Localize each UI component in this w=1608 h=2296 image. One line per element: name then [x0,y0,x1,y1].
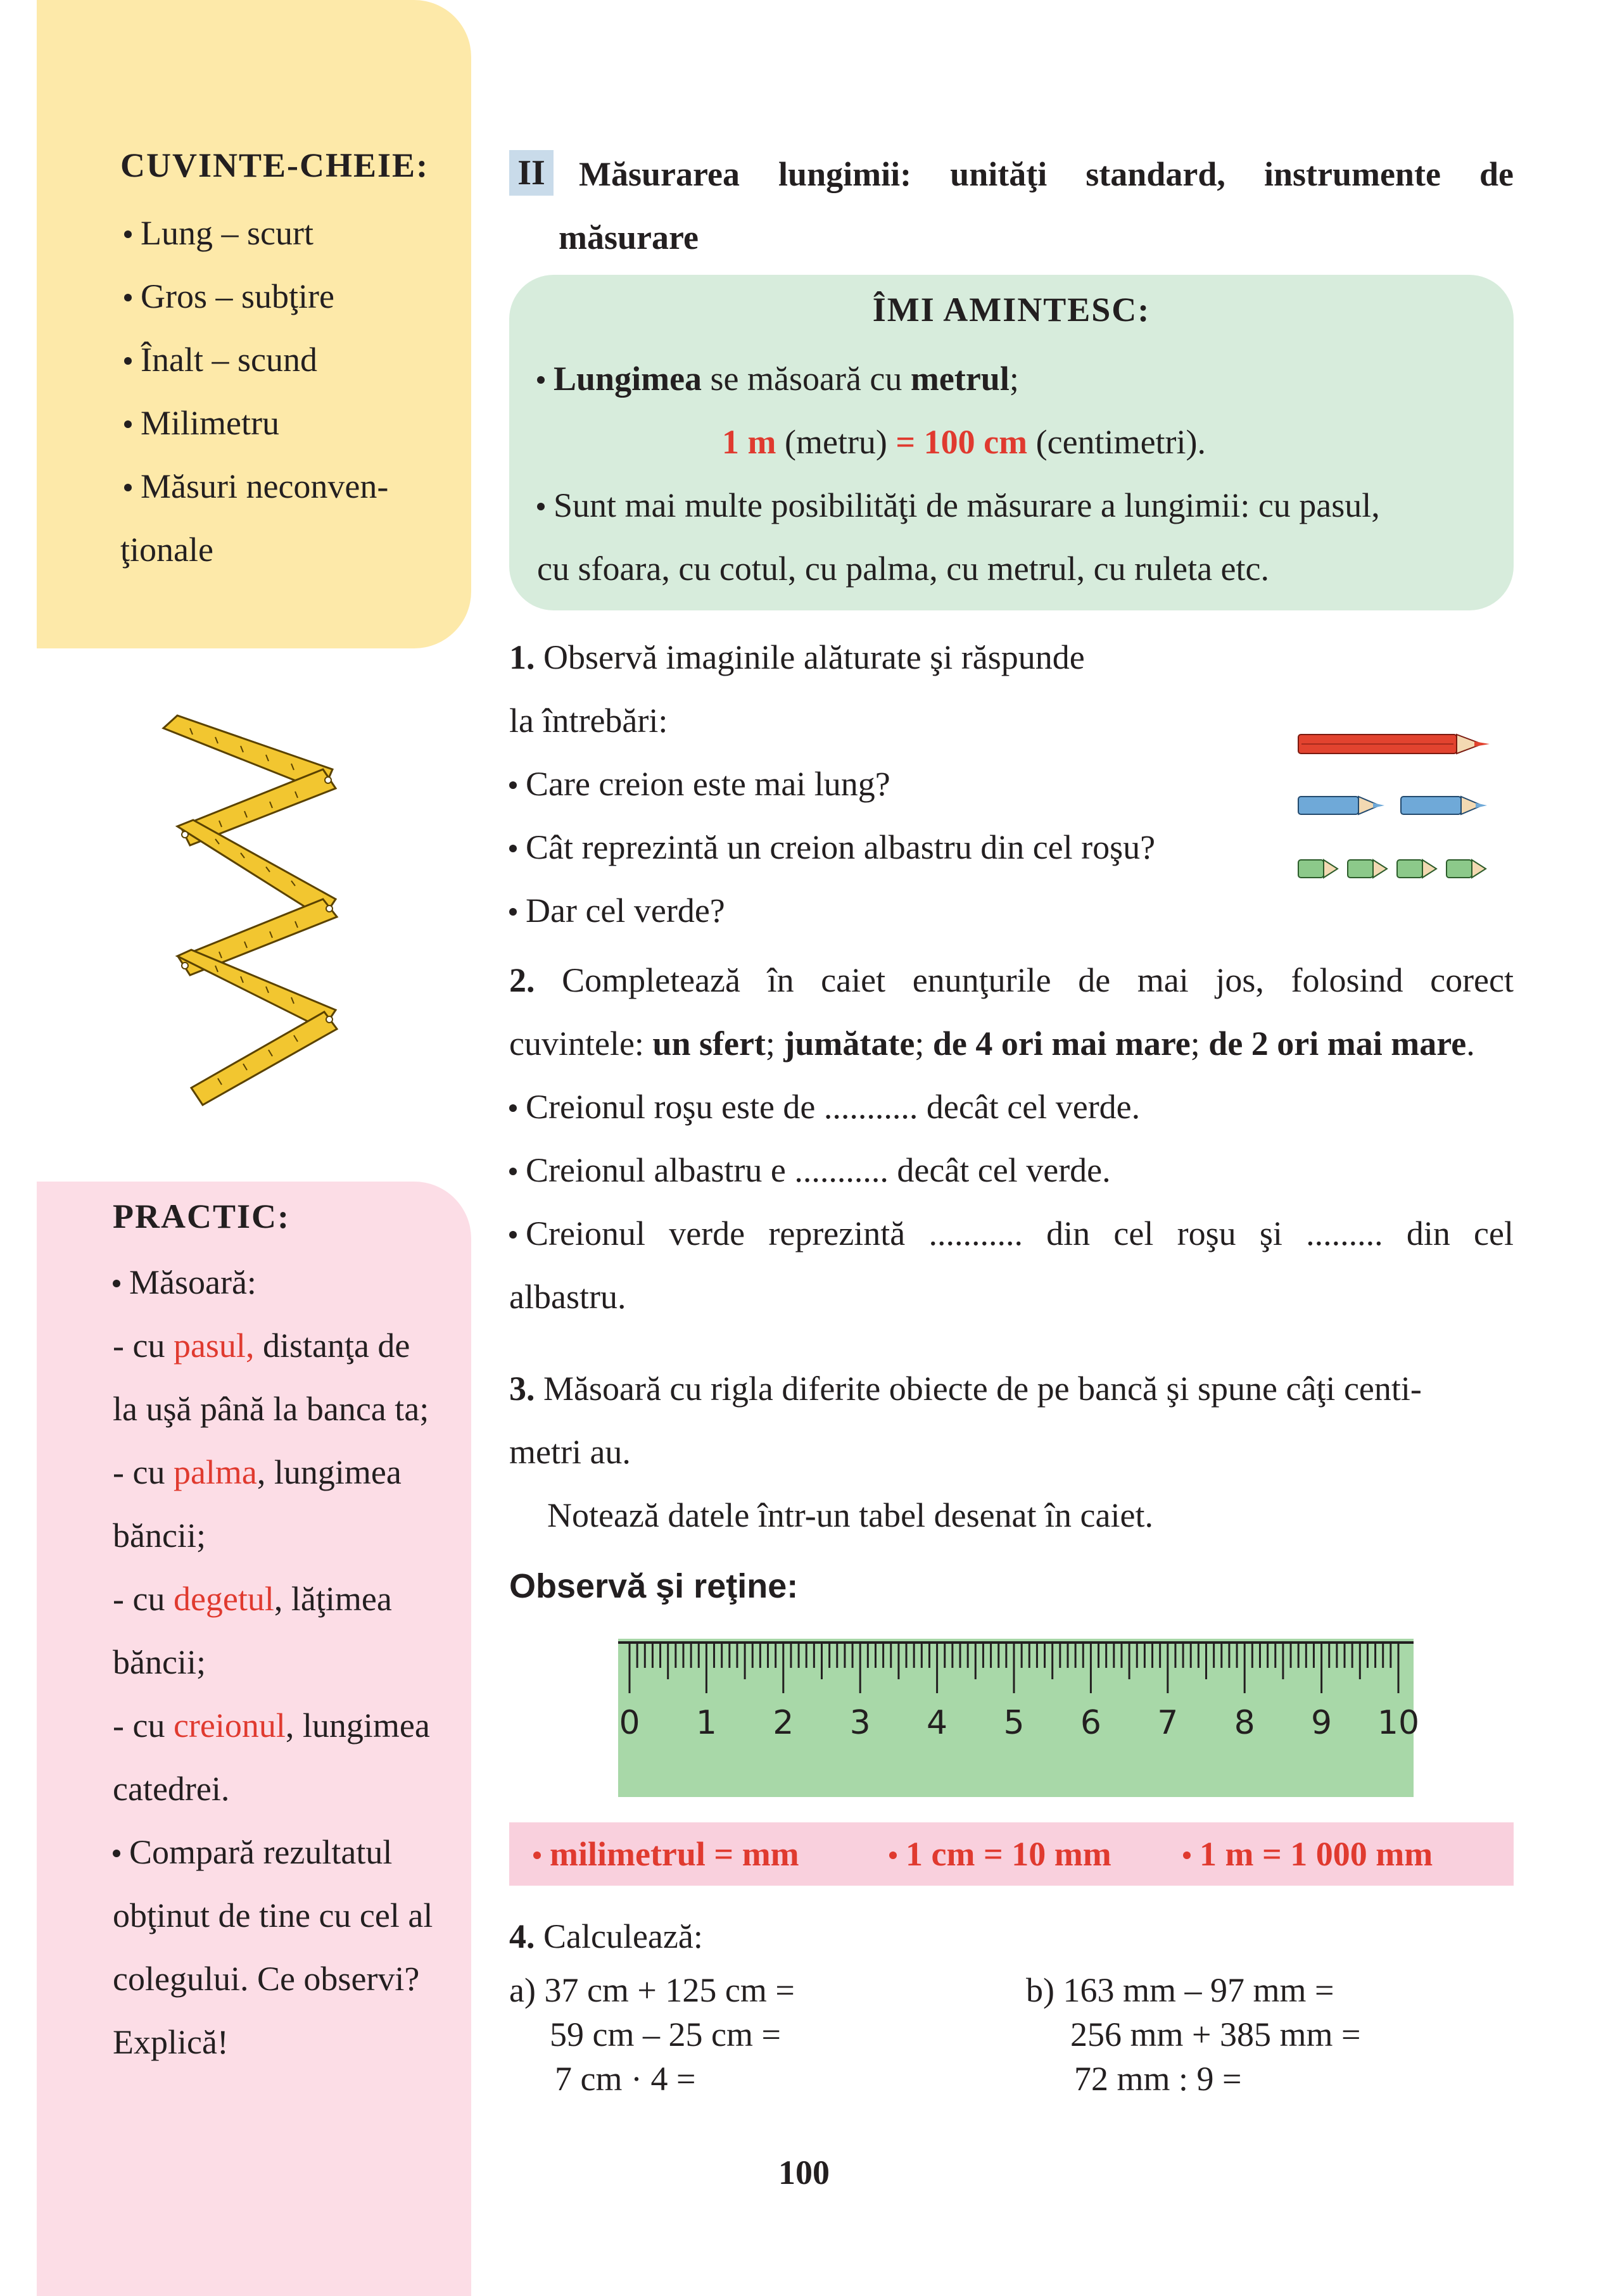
question: Dar cel verde? [509,879,1155,942]
keywords-title: CUVINTE-CHEIE: [120,146,429,184]
folding-ruler-icon [152,709,367,1114]
units-bar [509,1822,1514,1886]
remember-line-4: cu sfoara, cu cotul, cu palma, cu metrul, cu ruleta etc. [537,550,1269,588]
unit-fact: 1 cm = 10 mm [889,1822,1111,1886]
practic-line: la uşă până la banca ta; [113,1390,429,1428]
remember-title: ÎMI AMINTESC: [872,291,1151,329]
statement: Creionul verde reprezintă ........... din cel roşu şi ......... din cel [509,1202,1514,1265]
ruler-label: 5 [1003,1704,1025,1742]
ruler-icon [618,1639,1420,1797]
ruler-label: 0 [619,1704,640,1742]
statement: Creionul roşu este de ........... decât cel verde. [509,1075,1514,1139]
ruler-label: 6 [1080,1704,1101,1742]
practic-line: - cu degetul, lăţimea [113,1580,392,1618]
practic-line: - cu palma, lungimea [113,1453,402,1491]
practic-line: - cu creionul, lungimea [113,1706,430,1744]
question: Care creion este mai lung? [509,752,1155,816]
practic-line: Explică! [113,2023,229,2061]
statement: Creionul albastru e ........... decât cel verde. [509,1139,1514,1202]
exercise-4-column-a: a) 37 cm + 125 cm = 59 cm – 25 cm = 7 cm · 4 = [509,1971,795,2098]
ruler-label: 4 [927,1704,948,1742]
keyword-item-continued: ţionale [120,531,213,569]
red-pencil-icon [1298,735,1490,754]
remember-line-2: 1 m (metru) = 100 cm (centimetri). [722,423,1206,461]
section-title: Măsurarea lungimii: unităţi standard, instrumente de [579,155,1514,193]
practic-title: PRACTIC: [113,1197,290,1235]
ruler-label: 8 [1234,1704,1255,1742]
practic-line: băncii; [113,1517,206,1555]
exercise-1: 1. Observă imaginile alăturate şi răspunde la întrebări: Care creion este mai lung? Cât reprezintă un creion albastru din cel roşu? Dar cel verde? [509,626,1155,942]
ruler-label: 3 [849,1704,871,1742]
keywords-list [120,201,389,581]
section-number: II [509,150,554,196]
practic-line: băncii; [113,1643,206,1681]
question: Cât reprezintă un creion albastru din cel roşu? [509,816,1155,879]
ruler-label: 10 [1377,1704,1420,1742]
practic-line: colegului. Ce observi? [113,1960,420,1998]
remember-line-3: Sunt mai multe posibilităţi de măsurare a lungimii: cu pasul, [537,474,1380,537]
keyword-item: Lung – scurt [124,201,388,265]
exercise-2: 2. Completează în caiet enunţurile de mai jos, folosind corect cuvintele: un sfert; jumătate; de 4 ori mai mare; de 2 ori mai mare. Creionul roşu este de ........... decât cel verde. Creionul albastru e ........... decât cel verde. Creionul verde reprezintă ........... din cel roşu şi ......... din cel albastru. [509,961,1514,1316]
practic-line: catedrei. [113,1770,230,1808]
observe-heading: Observă şi reţine: [509,1567,799,1605]
unit-fact: milimetrul = mm [533,1822,799,1886]
blue-pencil-icon [1298,797,1487,814]
keyword-item: Gros – subţire [124,265,388,328]
ruler-label: 2 [773,1704,794,1742]
ruler-label: 1 [695,1704,717,1742]
keyword-item: Milimetru [124,391,388,455]
unit-fact: 1 m = 1 000 mm [1183,1822,1433,1886]
pencils-icon [1292,722,1501,893]
exercise-4-column-b: b) 163 mm – 97 mm = 256 mm + 385 mm = 72 mm : 9 = [1026,1971,1361,2098]
section-title-continued: măsurare [559,218,699,256]
practic-bullet-compare: Compară rezultatul [113,1820,448,1884]
practic-bullet-measure: Măsoară: [113,1251,448,1314]
ruler-label: 9 [1311,1704,1333,1742]
keyword-item: Înalt – scund [124,328,388,391]
practic-content [113,1251,448,2074]
exercise-3: 3. Măsoară cu rigla diferite obiecte de pe bancă şi spune câţi centi- metri au. Notează datele într-un tabel desenat în caiet. [509,1370,1422,1534]
keyword-item: Măsuri neconven- [124,455,388,518]
remember-line-1: Lungimea se măsoară cu metrul; [537,347,1019,410]
exercise-4-title: 4. Calculează: [509,1917,703,1955]
ruler-label: 7 [1157,1704,1179,1742]
page-number: 100 [778,2154,830,2192]
green-pencil-icon [1298,860,1486,878]
practic-line: - cu pasul, distanţa de [113,1327,410,1365]
practic-line: obţinut de tine cu cel al [113,1896,433,1934]
